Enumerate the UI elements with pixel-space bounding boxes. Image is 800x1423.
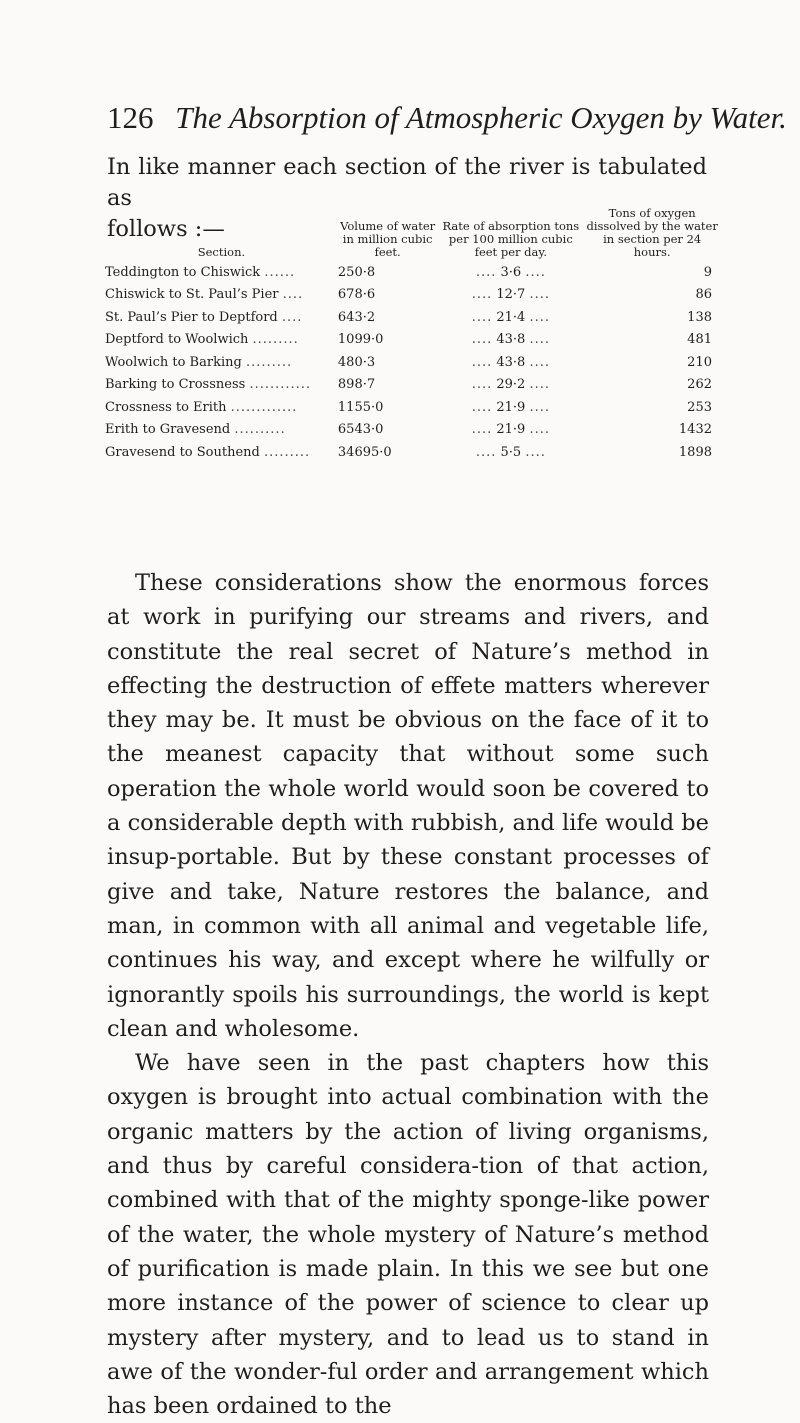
row-leader: ....	[282, 287, 304, 303]
row-leader: ....	[525, 444, 546, 460]
row-volume: 678·6	[337, 287, 376, 303]
row-volume: 898·7	[337, 377, 376, 393]
row-leader: .............	[230, 399, 298, 415]
row-leader: ....	[529, 399, 550, 415]
row-section: Teddington to Chiswick	[105, 264, 261, 280]
row-leader: .........	[264, 444, 311, 460]
row-rate: 5·5	[500, 444, 522, 460]
row-tons: 1432	[678, 422, 712, 438]
paragraph-1: These considerations show the enormous forces at work in purifying our streams and rivers, and constitute the real secret of Nature’s method in effecting the destruction of effete matters wherever they may be. It must be obvious on the face of it to the meanest capacity that without some such operation the whole world would soon be covered to a considerable depth with rubbish, and life would be insup-portable. But by these constant processes of give and take, Nature restores the balance, and man, in common with all animal and vegetable life, continues his way, and except where he wilfully or ignorantly spoils his surroundings, the world is kept clean and wholesome.	[107, 570, 709, 1042]
row-leader: ....	[529, 332, 550, 348]
row-volume: 1099·0	[337, 332, 384, 348]
header-section: Section.	[197, 245, 246, 259]
row-leader: ....	[529, 287, 550, 303]
row-leader: ....	[471, 354, 493, 370]
table-row	[105, 306, 720, 329]
row-leader: ....	[471, 287, 493, 303]
row-section: Woolwich to Barking	[105, 354, 242, 370]
row-leader: ....	[529, 377, 550, 393]
row-rate: 43·8	[496, 332, 526, 348]
row-tons: 481	[687, 332, 712, 348]
row-volume: 643·2	[337, 309, 376, 325]
row-leader: ....	[525, 264, 546, 280]
row-leader: ....	[529, 354, 550, 370]
table-row	[105, 261, 720, 284]
row-rate: 29·2	[496, 377, 526, 393]
table-row	[105, 329, 720, 352]
row-section: Crossness to Erith	[105, 399, 227, 415]
table-row	[105, 441, 720, 464]
row-tons: 1898	[678, 444, 712, 460]
row-leader: ....	[471, 309, 493, 325]
row-leader: ....	[281, 309, 303, 325]
row-leader: .........	[245, 354, 293, 370]
row-rate: 3·6	[500, 264, 522, 280]
row-leader: ....	[529, 422, 550, 438]
row-leader: ............	[249, 377, 312, 393]
table-row	[105, 419, 720, 442]
page-number: 126	[107, 100, 154, 135]
row-volume: 250·8	[337, 264, 376, 280]
paragraph-2: We have seen in the past chapters how this oxygen is brought into actual combination with the organic matters by the action of living organisms, and thus by careful considera-tion of that action, combined with that of the mighty sponge-like power of the water, the whole mystery of Nature’s method of purification is made plain. In this we see but one more instance of the power of science to clear up mystery after mystery, and to lead us to stand in awe of the wonder-ful order and arrangement which has been ordained to the	[107, 1050, 709, 1420]
row-leader: ....	[475, 264, 497, 280]
row-rate: 43·8	[496, 354, 526, 370]
table-header-row	[105, 207, 720, 261]
row-section: Erith to Gravesend	[105, 422, 231, 438]
row-tons: 138	[687, 309, 712, 325]
row-leader: ....	[529, 309, 550, 325]
row-section: Barking to Crossness	[105, 377, 246, 393]
row-leader: ....	[471, 399, 493, 415]
row-leader: ....	[471, 377, 493, 393]
row-section: Gravesend to Southend	[105, 444, 260, 460]
row-volume: 1155·0	[337, 399, 384, 415]
running-title: The Absorption of Atmospheric Oxygen by Water.	[175, 100, 787, 135]
header-volume: Volume of water in million cubic feet.	[340, 219, 436, 259]
row-section: Chiswick to St. Paul’s Pier	[105, 287, 279, 303]
row-rate: 21·9	[496, 399, 526, 415]
row-leader: ..........	[234, 422, 286, 438]
body-text	[107, 566, 709, 1423]
page-header	[107, 100, 787, 136]
header-tons: Tons of oxygen dissolved by the water in section per 24 hours.	[586, 206, 718, 259]
table-row	[105, 284, 720, 307]
row-tons: 262	[687, 377, 712, 393]
row-tons: 86	[695, 287, 712, 303]
row-leader: ....	[475, 444, 497, 460]
row-volume: 34695·0	[337, 444, 392, 460]
intro-line-2: follows :—	[107, 216, 225, 242]
table-row	[105, 374, 720, 397]
row-leader: ....	[471, 332, 493, 348]
row-section: St. Paul’s Pier to Deptford	[105, 309, 278, 325]
row-tons: 210	[687, 354, 712, 370]
intro-line-1: In like manner each section of the river is tabulated as	[107, 154, 707, 211]
row-tons: 253	[687, 399, 712, 415]
row-leader: ......	[264, 264, 296, 280]
header-rate: Rate of absorption tons per 100 million cubic feet per day.	[442, 219, 580, 259]
row-rate: 12·7	[496, 287, 526, 303]
river-sections-table	[105, 207, 720, 464]
row-rate: 21·9	[496, 422, 526, 438]
row-volume: 6543·0	[337, 422, 384, 438]
row-rate: 21·4	[496, 309, 526, 325]
table-row	[105, 396, 720, 419]
table-row	[105, 351, 720, 374]
row-volume: 480·3	[337, 354, 376, 370]
row-leader: ....	[471, 422, 493, 438]
row-section: Deptford to Woolwich	[105, 332, 249, 348]
row-leader: .........	[252, 332, 299, 348]
row-tons: 9	[703, 264, 712, 280]
